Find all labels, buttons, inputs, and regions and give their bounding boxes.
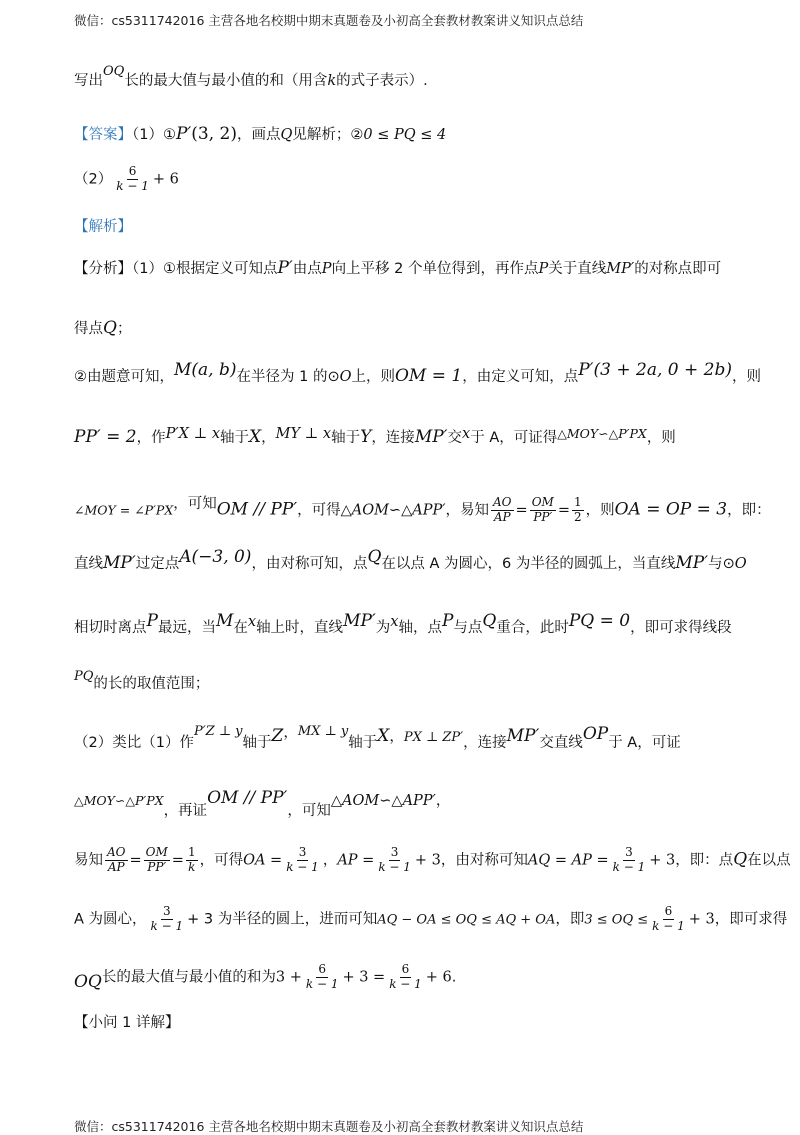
math: + 6 [425,969,452,986]
text: ，可知 [287,803,331,819]
text: ，即 [555,911,585,928]
math: M [215,611,234,631]
numerator: 6 [401,962,410,976]
text: 写出 [74,73,103,89]
text: ，可知 [173,496,217,513]
math: 3 + [275,969,302,986]
math: P [441,611,454,631]
math: 3 ≤ OQ ≤ [584,912,649,928]
text: 的对称点即可 [634,261,722,277]
numerator: 6 [128,164,137,178]
line-17 [74,963,456,992]
math: P′ [277,258,293,278]
answer-line [74,124,446,144]
math: + 6 [152,171,179,188]
text: 上，则 [351,369,395,385]
text: 的式子表示）. [336,73,428,89]
math: PX ⊥ ZP′ [403,730,464,745]
text: 直线 [74,556,103,572]
fraction [387,963,424,992]
text: （1）① [132,127,176,143]
line-16 [74,905,787,934]
line-1 [74,64,428,90]
math: P [321,261,332,277]
text: 为 [375,620,391,636]
text: ，即可求得线段 [630,620,732,636]
text: ，由对称可知 [440,852,528,869]
denominator: k − 1 [305,976,339,991]
text: ， [283,725,298,741]
math: Q [482,611,497,631]
numerator: OM [531,495,554,509]
text: 轴于 [242,735,272,751]
text: + 3 为半径的圆上，进而可知 [187,911,378,928]
math: OA = OP = 3 [614,499,728,520]
text: ，易知 [445,502,490,519]
analysis-tag: 【解析】 [74,219,132,235]
math: + 3 [649,852,676,869]
text: 易知 [74,852,103,869]
fraction [304,963,341,992]
text: 【分析】（1）①根据定义可知点 [74,261,278,277]
text: 最远，当 [157,620,216,636]
text: 于 A，可证 [608,735,681,751]
denominator: AP [493,509,511,524]
math: △AOM∽△APP′ [330,793,436,809]
math: Y [360,427,372,447]
denominator: k − 1 [286,859,319,874]
math: △MOY∽△P′PX [557,426,647,441]
denominator: k [188,859,196,874]
text: 在半径为 1 的⊙ [236,369,340,385]
text: ，则 [585,502,615,519]
text: ， [435,793,451,809]
answer-tag: 【答案】 [74,127,132,143]
line-15: 易知 $\frac{AO}{AP}$ = $\frac{OM}{PP'}$ = $\frac{1}{k}$ ，可得OA = $\frac{3}{k - 1}$ ，AP = $\frac{3}{k - 1}$ + 3，由对称可知AQ = AP = $\frac{3}{k - 1}$ + 3，即：点Q在以点 [74,845,791,874]
text: 关于直线 [548,261,607,277]
fraction [186,846,198,875]
line-9: ∠MOY = ∠P′PX，可知OM // PP′，可得△AOM∽△APP′，易知 $\frac{AO}{AP}$ = $\frac{OM}{PP'}$ = $\frac{1}{2}$ ，则OA = OP = 3，即： [74,495,771,524]
text: 见解析；② [292,127,364,143]
math: P′X ⊥ x [165,426,221,442]
math: AQ = AP = [527,852,609,869]
text: 轴于 [220,430,250,446]
text: 轴上时，直线 [256,620,344,636]
line-8 [74,427,676,447]
math: Q [367,547,382,567]
subquestion-1-tag: 【小问 1 详解】 [74,1015,180,1031]
math: x [247,614,257,630]
math: O [339,369,352,385]
math: ∠MOY = ∠P′PX [74,502,174,518]
math: MP′ [506,726,540,746]
text: 于 A，可证得 [470,430,558,446]
math: PP′ = 2 [74,427,137,447]
text: 相切时离点 [74,620,147,636]
numerator: 1 [573,495,582,509]
text: ， [389,729,404,745]
text: ，可得 [199,852,244,869]
denominator: k − 1 [378,859,411,874]
denominator: k − 1 [389,976,422,991]
text: 轴，点 [398,620,442,636]
fraction [284,846,321,875]
math: P′Z ⊥ y [193,724,243,739]
text: ，则 [646,430,676,446]
fraction [650,905,687,934]
math: MP′ [675,553,709,573]
text: 长的最大值与最小值的和（用含 [124,73,328,89]
math: x [462,426,471,442]
math: AP = [337,852,375,869]
math: OA = [243,852,283,869]
math: MP′ [103,553,136,573]
text: （2）类比（1）作 [74,735,194,751]
fraction [114,165,151,194]
fraction [376,846,413,875]
numerator: AO [107,845,126,859]
math: △MOY∽△P′PX [74,793,164,808]
text: ， [261,430,276,446]
text: 过定点 [135,556,180,572]
math: PQ = 0 [568,611,631,631]
text: 交 [447,430,463,446]
numerator: 1 [187,845,196,859]
text: 的长的取值范围； [93,676,210,692]
numerator: 6 [318,962,326,976]
text: 交直线 [539,735,583,751]
fraction [491,496,514,525]
text: ，作 [136,430,166,446]
math: OM = 1 [394,366,463,386]
fraction [105,846,128,875]
math: A(−3, 0) [179,547,252,567]
text: ，由定义可知，点 [462,369,579,385]
line-13 [74,724,681,752]
math: X [377,726,390,746]
fraction [572,496,584,525]
denominator: k − 1 [116,178,149,193]
math: PQ [74,669,94,684]
text: 得点 [74,321,103,337]
denominator: PP′ [147,859,167,874]
line-7 [74,360,761,386]
text: 轴于 [331,430,361,446]
text: ，画点 [237,127,281,143]
fraction [144,846,170,875]
math: OP [582,724,609,744]
text: ，可得 [297,502,341,519]
denominator: 2 [573,509,582,524]
text: ，即：点 [675,852,734,869]
line-10 [74,547,747,573]
text: 由点 [292,261,322,277]
math: X [249,427,262,447]
text: 重合，此时 [496,620,569,636]
line-analysis [74,258,721,278]
math: P [538,261,549,277]
text: ②由题意可知， [74,369,174,385]
math: O [734,556,747,572]
text: ； [116,321,132,337]
numerator: 3 [163,904,171,918]
numerator: 3 [390,845,399,859]
math: M(a, b) [174,360,237,380]
math: △AOM∽△APP′ [340,502,446,519]
math: MP′ [606,261,635,277]
numerator: AO [493,495,512,509]
numerator: 3 [625,845,633,859]
text: ，连接 [371,430,415,446]
text: 在 [233,620,248,636]
text: 与点 [453,620,483,636]
fraction [530,496,556,525]
line-11 [74,611,732,637]
math: MP′ [414,427,448,447]
text: ，连接 [463,735,507,751]
text: ，再证 [163,803,208,819]
math: + 3 [414,852,441,869]
line-6 [74,318,131,338]
text: ，由对称可知，点 [251,556,368,572]
math: OM // PP′ [216,499,298,520]
fraction [611,846,648,875]
math: Q [103,318,117,338]
text: ，则 [731,369,761,385]
math: x [390,614,399,630]
page-footer: 微信：cs5311742016 主营各地名校期中期末真题卷及小初高全套教材教案讲义知识点总结 [74,1119,584,1134]
numerator: 6 [664,904,673,918]
math: MY ⊥ x [275,426,332,442]
math-k: k [327,73,337,89]
text: A 为圆心， [74,911,147,928]
numerator: 3 [298,845,307,859]
text: . [451,969,457,986]
math: Q [280,127,293,143]
denominator: k − 1 [612,859,646,874]
text: 轴于 [348,735,378,751]
denominator: k − 1 [150,918,184,933]
text: ，即可求得 [714,911,788,928]
math: MX ⊥ y [297,724,349,739]
page-header: 微信：cs5311742016 主营各地名校期中期末真题卷及小初高全套教材教案讲义知识点总结 [74,13,584,28]
math: OQ [74,972,102,993]
math: MP′ [343,611,376,631]
math: Q [733,849,748,870]
text: ， [322,852,338,869]
numerator: OM [145,845,168,859]
math-oq: OQ [103,64,125,79]
denominator: PP′ [533,509,553,524]
line-14 [74,788,451,819]
math: OM // PP′ [207,788,288,808]
denominator: k − 1 [652,918,685,933]
math: P [146,611,158,631]
denominator: AP [107,859,125,874]
fraction [149,905,186,934]
math: + 3 [688,911,715,928]
answer-line-2 [74,165,179,194]
math: P′ [175,124,192,144]
text: ，即： [727,502,771,519]
text: 在以点 A 为圆心，6 为半径的圆弧上，当直线 [381,556,676,572]
math: + 3 = [342,969,386,986]
text: 向上平移 2 个单位得到，再作点 [331,261,539,277]
math: (3, 2) [191,124,238,144]
math: P′(3 + 2a, 0 + 2b) [578,360,732,380]
text: 长的最大值与最小值的和为 [101,969,276,986]
text: （2） [74,171,113,188]
text: 与⊙ [708,556,735,572]
math: Z [271,726,284,746]
math: 0 ≤ PQ ≤ 4 [363,127,447,143]
line-12 [74,669,210,693]
math: AQ − OA ≤ OQ ≤ AQ + OA [377,912,556,928]
text: 在以点 [747,852,791,869]
